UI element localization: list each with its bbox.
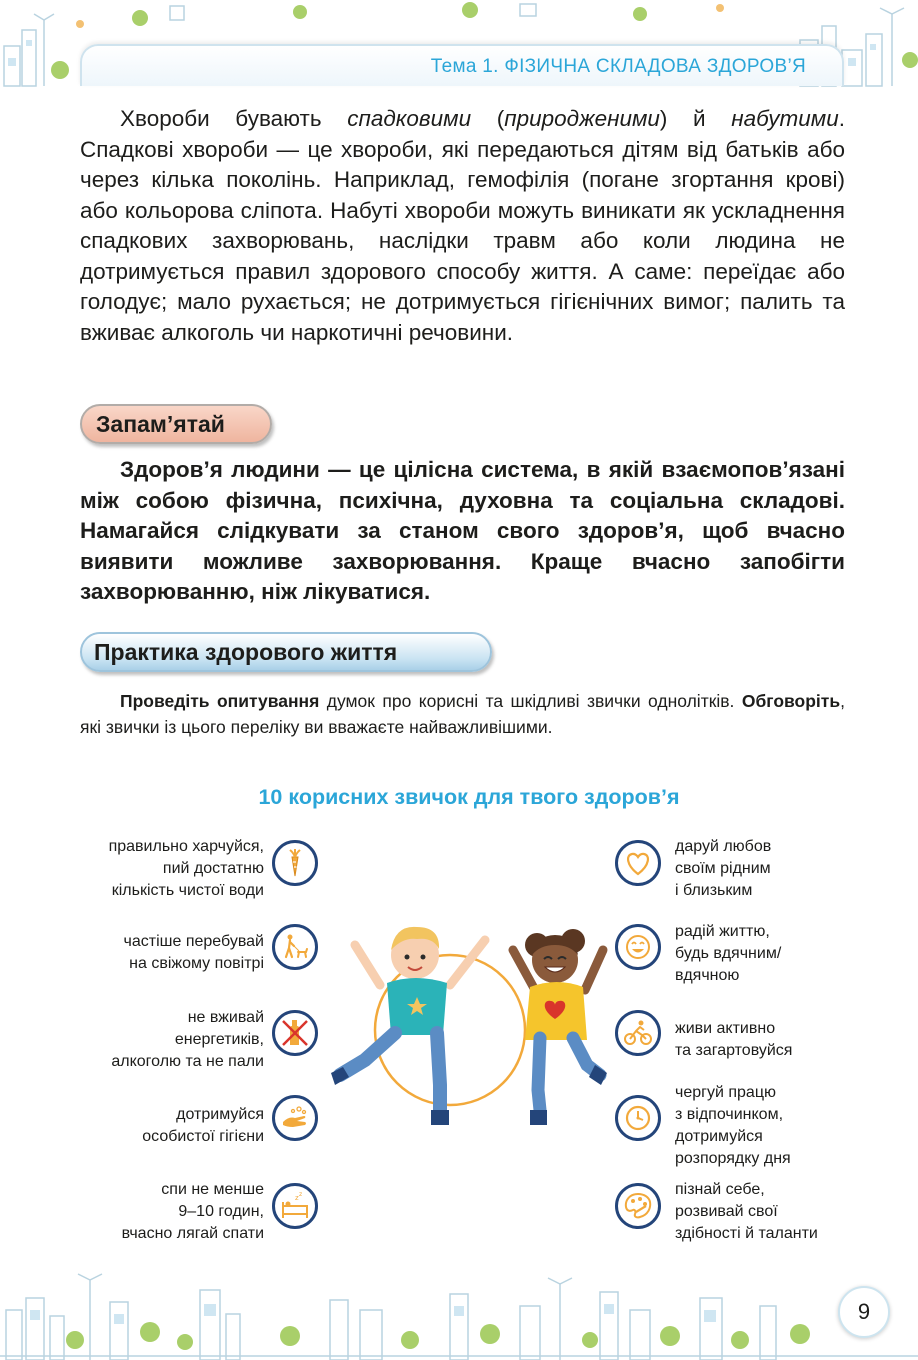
footer-city-decoration [0, 1270, 918, 1360]
bed-icon [272, 1183, 318, 1229]
term-congenital: природженими [504, 106, 660, 131]
habit-right-3: живи активно та загартовуйся [675, 1020, 793, 1059]
intro-text: . [838, 106, 845, 131]
practice-text: думок про корисні та шкідливі звички однолітків. [319, 691, 742, 711]
habit-right-1: даруй любов своїм рідним і близьким [675, 838, 772, 899]
smile-icon [615, 924, 661, 970]
cyclist-icon [615, 1010, 661, 1056]
hand-washing-icon [272, 1095, 318, 1141]
palette-icon [615, 1183, 661, 1229]
running-header [431, 56, 806, 78]
remember-text: Здоров’я людини — це цілісна система, в якій взаємопов’язані між собою фізична, психічна, духовна та соціальна складові. Намагайся слідкувати за станом свого здоров’я, щоб вчасно виявити можливе захворювання. Краще вчасно запобігти захворюванню, ніж лікуватися. [80, 457, 845, 604]
svg-text:z: z [295, 1194, 299, 1202]
walking-dog-icon [272, 924, 318, 970]
practice-bold-discuss: Обговоріть [741, 691, 841, 711]
practice-text: , які звички із цього переліку ви вважаєте найважливішими. [80, 691, 845, 737]
carrot-icon [272, 840, 318, 886]
habit-left-3: не вживай енергетиків, алкоголю та не пали [111, 1009, 264, 1070]
term-acquired: набутими [731, 106, 839, 131]
page-number: 9 [838, 1286, 890, 1338]
practice-bold-survey: Проведіть опитування [120, 691, 320, 711]
practice-label-text: Практика здорового життя [94, 638, 398, 665]
intro-text: ( [471, 106, 505, 131]
remember-label [80, 404, 272, 444]
intro-text: ) й [659, 106, 732, 131]
habit-left-2: частіше перебувай на свіжому повітрі [123, 933, 264, 972]
remember-paragraph [80, 455, 845, 608]
intro-text: Хвороби бувають [120, 106, 348, 131]
intro-text: Спадкові хвороби — це хвороби, які передаються дітям від батьків або через кілька поколінь. Наприклад, гемофілія (погане згортання крові) або кольорова сліпота. Набуті хвороби можуть виникати як ускладнення спадкових захворювань, наслідки травм або коли людина не дотримується правил здорового способу життя. А саме: переїдає або голодує; мало рухається; не дотримується гігієнічних вимог; палить та вживає алкоголь чи наркотичні речовини. [80, 136, 845, 345]
practice-paragraph [80, 688, 845, 740]
jumping-kids-illustration [325, 915, 615, 1165]
topic-name: ФІЗИЧНА СКЛАДОВА ЗДОРОВ’Я [504, 56, 806, 77]
clock-icon [615, 1095, 661, 1141]
habits-title: 10 корисних звичок для твого здоров’я [258, 785, 680, 809]
habit-right-2: радій життю, будь вдячним/ вдячною [675, 923, 782, 984]
remember-label-text: Запам’ятай [96, 410, 225, 437]
habit-right-4: чергуй працю з відпочинком, дотримуйся розпорядку дня [675, 1084, 791, 1167]
term-hereditary: спадковими [347, 106, 472, 131]
habit-left-4: дотримуйся особистої гігієни [142, 1106, 264, 1145]
habit-left-5: спи не менше 9–10 годин, вчасно лягай спати [121, 1181, 264, 1242]
practice-label [80, 632, 492, 672]
intro-paragraph [80, 104, 845, 348]
topic-label: Тема 1. [430, 56, 499, 77]
heart-icon [615, 840, 661, 886]
svg-text:z: z [299, 1191, 303, 1198]
no-alcohol-icon [272, 1010, 318, 1056]
habit-right-5: пізнай себе, розвивай свої здібності й таланти [675, 1181, 818, 1242]
habit-left-1: правильно харчуйся, пий достатню кількість чистої води [108, 838, 264, 899]
